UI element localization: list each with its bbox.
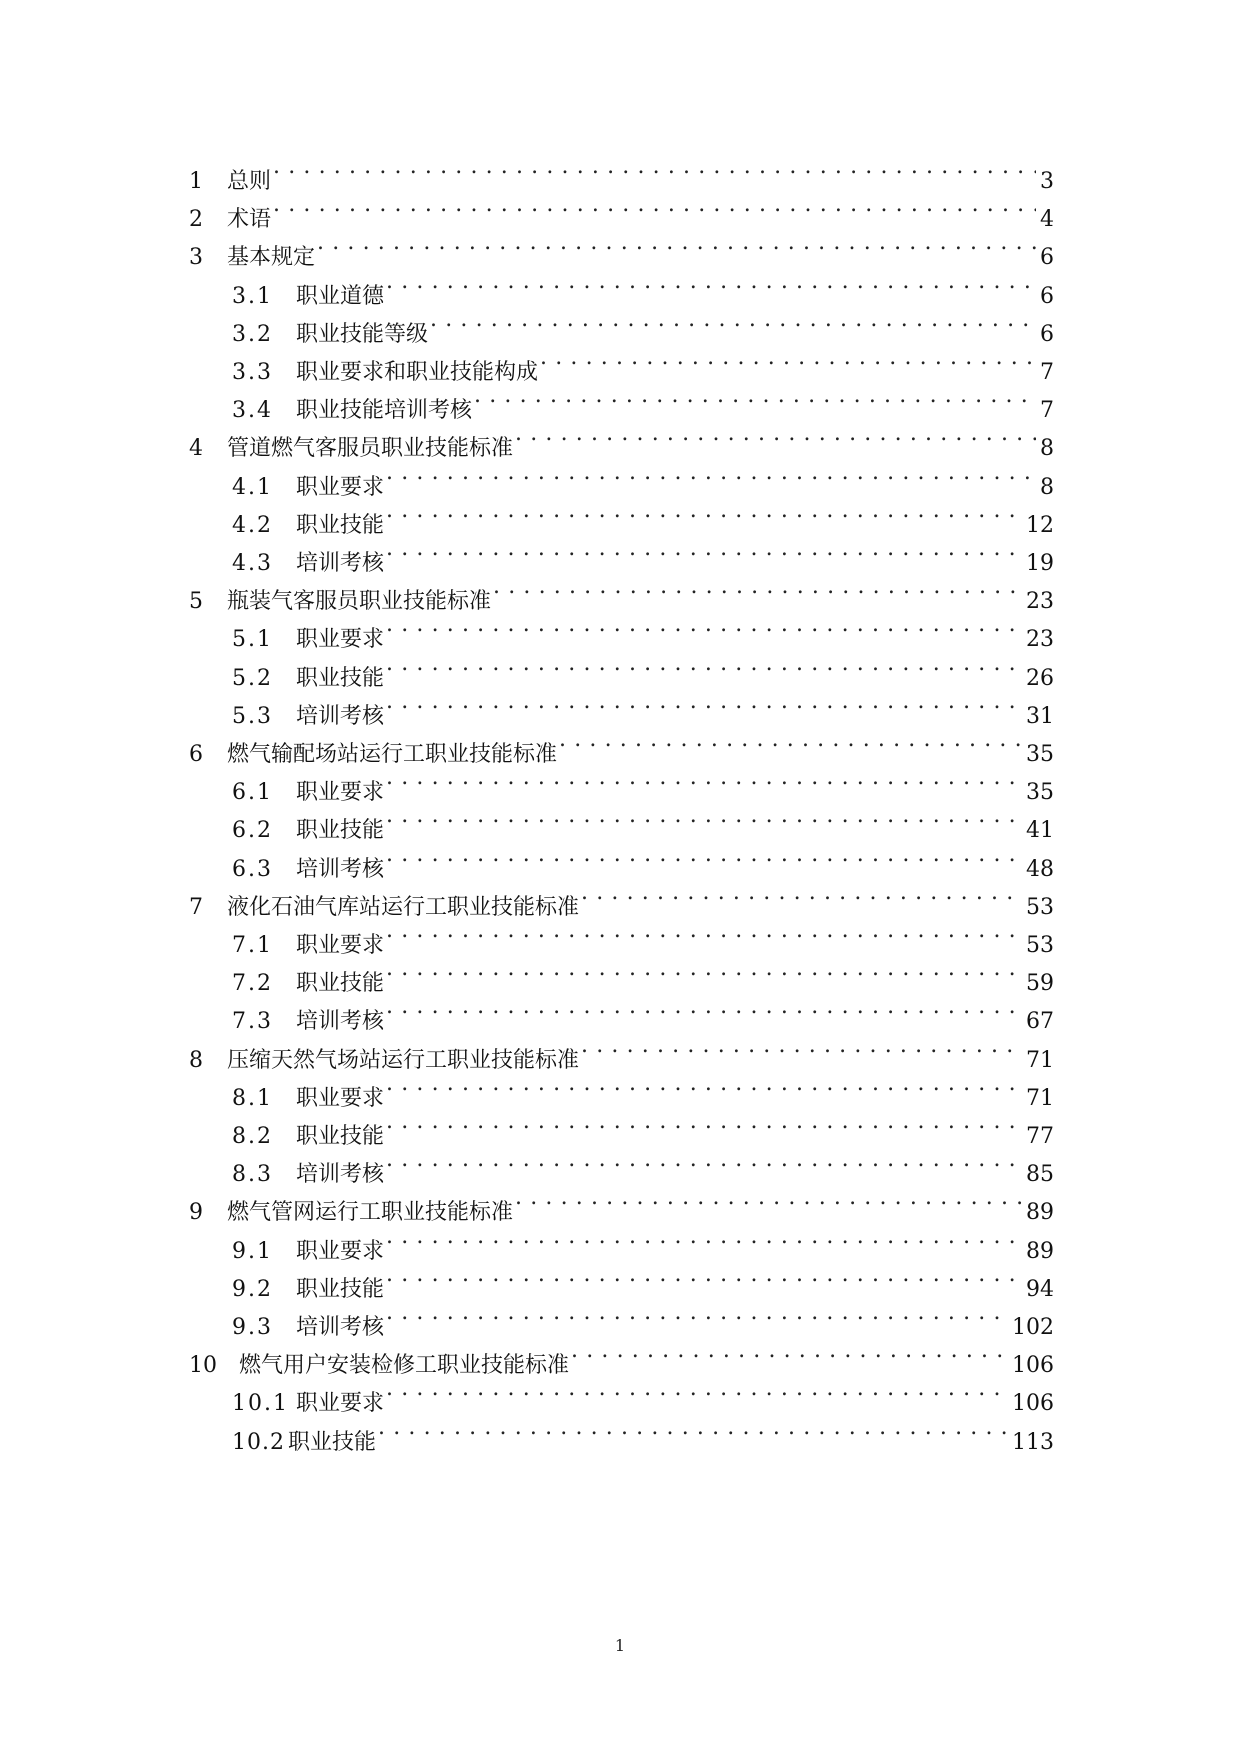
toc-entry-page: 6 (1040, 321, 1054, 347)
toc-entry-page: 4 (1040, 207, 1054, 233)
toc-leader-dots (386, 1138, 1022, 1181)
toc-leader-dots (515, 1176, 1022, 1219)
toc-entry-number: 5.2 (232, 665, 273, 691)
toc-leader-dots (317, 221, 1036, 264)
toc-entry-title: 职业要求 (296, 780, 385, 806)
toc-entry-page: 77 (1026, 1124, 1054, 1149)
toc-entry-title: 职业要求 (296, 627, 385, 653)
toc-entry[interactable] (232, 374, 1054, 424)
toc-entry[interactable] (189, 221, 1054, 271)
toc-entry-page: 59 (1026, 971, 1054, 997)
toc-entry[interactable] (232, 1406, 1054, 1455)
toc-entry-page: 106 (1012, 1353, 1054, 1379)
toc-leader-dots (386, 527, 1022, 570)
toc-leader-dots (386, 1062, 1022, 1105)
toc-entry-page: 53 (1026, 933, 1054, 958)
toc-entry-page: 3 (1040, 169, 1054, 194)
toc-entry-number: 3.2 (232, 321, 273, 347)
toc-entry-number: 6.1 (232, 780, 273, 806)
toc-entry[interactable] (232, 527, 1054, 576)
toc-entry[interactable] (232, 1215, 1054, 1264)
toc-entry-title: 职业技能等级 (296, 321, 429, 347)
toc-leader-dots (540, 336, 1036, 379)
toc-entry-title: 培训考核 (296, 703, 385, 729)
toc-leader-dots (581, 871, 1022, 914)
toc-entry-number: 9.1 (232, 1238, 273, 1264)
toc-entry-number: 3.3 (232, 360, 273, 385)
toc-entry-page: 85 (1026, 1162, 1054, 1188)
toc-entry-title: 职业要求 (296, 933, 385, 958)
toc-entry-page: 106 (1012, 1391, 1054, 1417)
toc-entry-number: 5 (189, 589, 203, 615)
toc-leader-dots (581, 1024, 1022, 1067)
toc-leader-dots (386, 756, 1022, 799)
toc-entry-title: 培训考核 (296, 551, 385, 576)
toc-entry-title: 职业要求 (296, 474, 385, 500)
toc-entry-number: 8.3 (232, 1162, 273, 1188)
toc-entry-number: 7.2 (232, 971, 273, 997)
toc-leader-dots (386, 1253, 1022, 1296)
toc-entry-number: 5.1 (232, 627, 273, 653)
toc-entry-page: 89 (1026, 1200, 1054, 1226)
toc-entry[interactable] (189, 183, 1054, 233)
toc-entry-title: 基本规定 (227, 245, 316, 271)
toc-entry[interactable] (232, 298, 1054, 347)
toc-leader-dots (515, 412, 1036, 455)
toc-entry-title: 职业技能 (296, 971, 385, 997)
toc-entry[interactable] (232, 1253, 1054, 1302)
toc-entry-page: 7 (1040, 398, 1054, 424)
toc-entry-page: 41 (1026, 818, 1054, 844)
toc-entry-title: 职业技能 (296, 665, 385, 691)
toc-leader-dots (386, 947, 1022, 990)
toc-entry[interactable] (232, 1291, 1054, 1340)
toc-entry[interactable] (189, 565, 1054, 615)
toc-entry[interactable] (232, 451, 1054, 500)
toc-entry[interactable] (189, 1176, 1054, 1226)
toc-entry-number: 9.2 (232, 1276, 273, 1302)
toc-entry-page: 53 (1026, 894, 1054, 920)
toc-entry-number: 3.4 (232, 398, 273, 424)
toc-entry[interactable] (232, 1100, 1054, 1149)
toc-entry-number: 9 (189, 1200, 203, 1226)
toc-entry-page: 71 (1026, 1047, 1054, 1073)
toc-leader-dots (386, 1291, 1008, 1334)
toc-entry-title: 术语 (227, 207, 272, 233)
toc-entry[interactable] (232, 756, 1054, 806)
toc-entry[interactable] (189, 412, 1054, 462)
toc-entry-title: 职业要求 (296, 1085, 385, 1111)
toc-leader-dots (386, 451, 1036, 494)
toc-entry-number: 2 (189, 207, 203, 233)
toc-entry[interactable] (232, 260, 1054, 309)
toc-leader-dots (386, 260, 1036, 303)
toc-entry-page: 23 (1026, 627, 1054, 653)
toc-entry[interactable] (232, 1367, 1054, 1417)
toc-leader-dots (386, 603, 1022, 646)
toc-entry[interactable] (232, 642, 1054, 691)
toc-entry-number: 3.1 (232, 283, 273, 309)
toc-entry-number: 10.1 (232, 1391, 289, 1417)
toc-entry-number: 6.3 (232, 856, 273, 882)
toc-entry-page: 102 (1012, 1315, 1054, 1340)
toc-entry[interactable] (232, 985, 1054, 1035)
toc-leader-dots (386, 1367, 1008, 1410)
toc-entry-number: 10.2 (232, 1429, 285, 1455)
toc-entry-title: 职业道德 (296, 283, 385, 309)
toc-leader-dots (273, 145, 1036, 188)
toc-entry-page: 8 (1040, 474, 1054, 500)
toc-entry-number: 6 (189, 742, 203, 767)
toc-entry-title: 职业技能 (296, 512, 385, 538)
toc-entry-page: 6 (1040, 245, 1054, 271)
toc-entry-number: 8.2 (232, 1124, 273, 1149)
toc-entry-page: 23 (1026, 589, 1054, 615)
toc-entry-title: 总则 (227, 169, 272, 194)
toc-leader-dots (386, 642, 1022, 685)
toc-entry-page: 67 (1026, 1009, 1054, 1035)
toc-entry-page: 31 (1026, 703, 1054, 729)
toc-entry-number: 10 (189, 1353, 217, 1379)
toc-entry-number: 7 (189, 894, 203, 920)
toc-entry[interactable] (232, 1138, 1054, 1188)
toc-leader-dots (386, 985, 1022, 1028)
toc-leader-dots (559, 718, 1022, 761)
toc-entry-page: 8 (1040, 436, 1054, 462)
toc-entry[interactable] (232, 680, 1054, 729)
toc-leader-dots (386, 909, 1022, 952)
toc-entry[interactable] (189, 871, 1054, 920)
toc-entry[interactable] (189, 145, 1054, 194)
toc-leader-dots (430, 298, 1036, 341)
toc-entry-number: 8.1 (232, 1085, 273, 1111)
toc-entry-title: 燃气用户安装检修工职业技能标准 (239, 1353, 570, 1379)
toc-entry-page: 6 (1040, 283, 1054, 309)
toc-entry-title: 培训考核 (296, 1009, 385, 1035)
toc-entry-title: 职业要求 (296, 1391, 385, 1417)
toc-entry[interactable] (189, 1024, 1054, 1073)
toc-entry[interactable] (232, 336, 1054, 385)
toc-leader-dots (386, 489, 1022, 532)
toc-leader-dots (378, 1406, 1008, 1449)
toc-entry-page: 35 (1026, 742, 1054, 767)
toc-entry[interactable] (232, 489, 1054, 538)
toc-entry-title: 培训考核 (296, 1162, 385, 1188)
toc-entry-title: 压缩天然气场站运行工职业技能标准 (227, 1047, 580, 1073)
toc-entry-title: 职业技能 (288, 1429, 377, 1455)
toc-entry-number: 4.2 (232, 512, 273, 538)
toc-entry-title: 培训考核 (296, 856, 385, 882)
toc-entry-number: 4 (189, 436, 203, 462)
toc-leader-dots (386, 1215, 1022, 1258)
toc-entry-number: 4.3 (232, 551, 273, 576)
toc-entry[interactable] (232, 1062, 1054, 1111)
toc-entry-page: 94 (1026, 1276, 1054, 1302)
toc-entry[interactable] (232, 603, 1054, 653)
toc-entry-title: 职业技能 (296, 1276, 385, 1302)
toc-entry-number: 3 (189, 245, 203, 271)
toc-leader-dots (386, 1100, 1022, 1143)
page-number: 1 (614, 1636, 626, 1655)
toc-leader-dots (493, 565, 1022, 608)
toc-entry-number: 4.1 (232, 474, 273, 500)
toc-entry-number: 9.3 (232, 1315, 273, 1340)
toc-entry-page: 113 (1012, 1429, 1054, 1455)
toc-entry-title: 燃气输配场站运行工职业技能标准 (227, 742, 558, 767)
toc-entry[interactable] (232, 833, 1054, 882)
toc-leader-dots (571, 1329, 1008, 1372)
toc-entry-page: 35 (1026, 780, 1054, 806)
toc-leader-dots (273, 183, 1036, 226)
toc-entry-title: 职业技能 (296, 1124, 385, 1149)
toc-entry-number: 5.3 (232, 703, 273, 729)
toc-entry-title: 职业要求 (296, 1238, 385, 1264)
toc-entry[interactable] (189, 718, 1054, 767)
toc-entry-title: 培训考核 (296, 1315, 385, 1340)
toc-entry[interactable] (232, 794, 1054, 844)
toc-leader-dots (386, 680, 1022, 723)
toc-leader-dots (386, 794, 1022, 837)
toc-entry-page: 48 (1026, 856, 1054, 882)
toc-entry-number: 7.3 (232, 1009, 273, 1035)
toc-entry-page: 26 (1026, 665, 1054, 691)
toc-entry[interactable] (232, 947, 1054, 997)
toc-entry-number: 8 (189, 1047, 203, 1073)
toc-entry-page: 7 (1040, 360, 1054, 385)
toc-entry-title: 职业技能 (296, 818, 385, 844)
toc-entry-number: 1 (189, 169, 203, 194)
toc-leader-dots (474, 374, 1036, 417)
toc-entry-number: 7.1 (232, 933, 273, 958)
toc-entry-page: 71 (1026, 1085, 1054, 1111)
toc-entry[interactable] (232, 909, 1054, 958)
toc-entry-title: 职业技能培训考核 (296, 398, 473, 424)
toc-entry-page: 19 (1026, 551, 1054, 576)
toc-entry-title: 管道燃气客服员职业技能标准 (227, 436, 514, 462)
toc-entry-title: 燃气管网运行工职业技能标准 (227, 1200, 514, 1226)
toc-entry-title: 液化石油气库站运行工职业技能标准 (227, 894, 580, 920)
toc-entry-number: 6.2 (232, 818, 273, 844)
toc-entry-title: 瓶装气客服员职业技能标准 (227, 589, 492, 615)
toc-entry-page: 12 (1026, 512, 1054, 538)
toc-entry[interactable] (189, 1329, 1054, 1379)
toc-entry-page: 89 (1026, 1238, 1054, 1264)
toc-entry-title: 职业要求和职业技能构成 (296, 360, 539, 385)
toc-leader-dots (386, 833, 1022, 876)
